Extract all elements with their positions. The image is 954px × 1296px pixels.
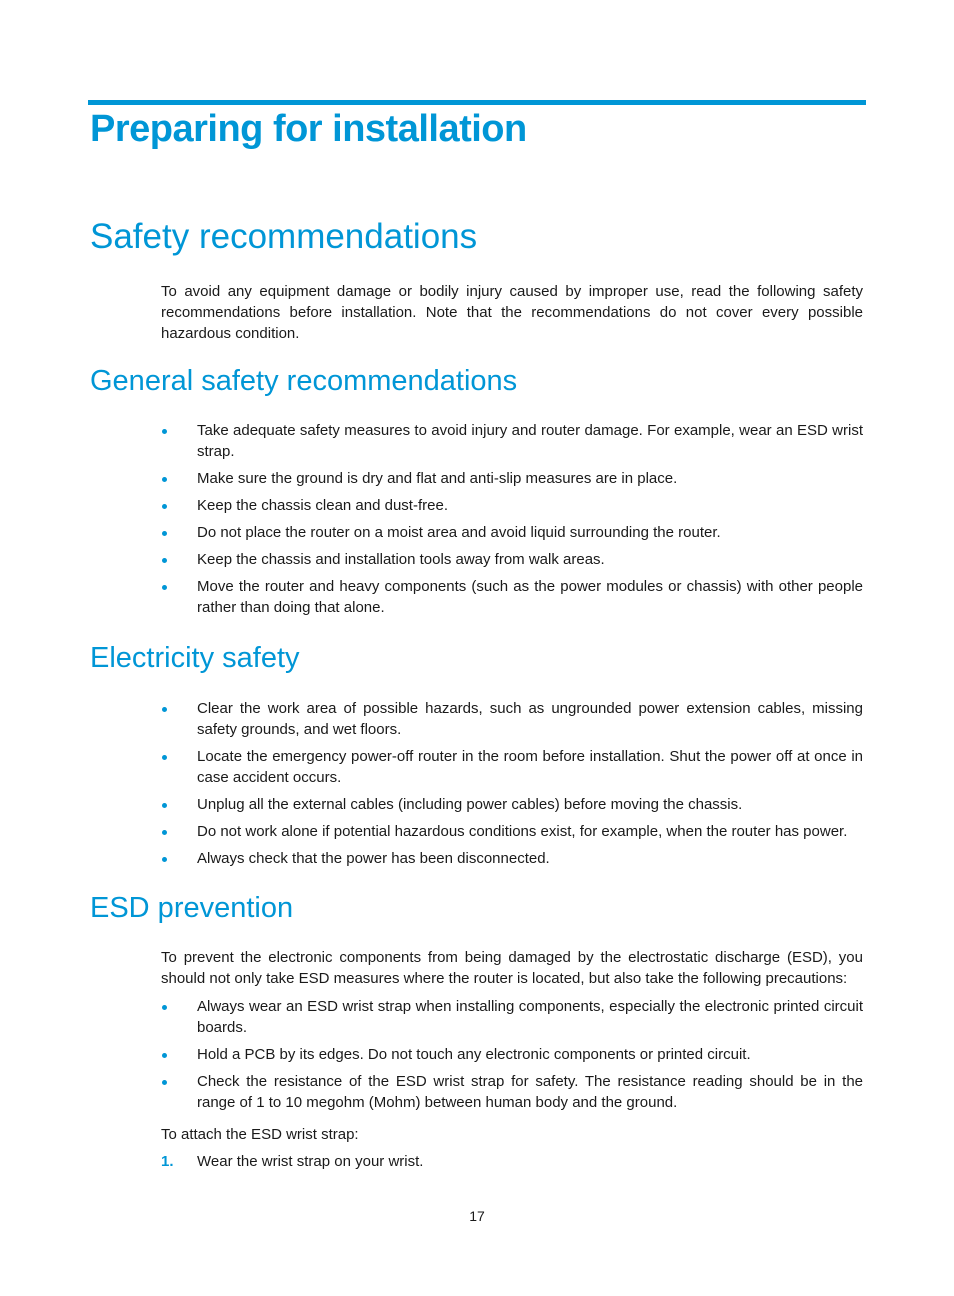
bullet-icon — [162, 585, 167, 590]
electricity-list — [161, 698, 863, 875]
chapter-title: Preparing for installation — [90, 108, 527, 150]
bullet-icon — [162, 830, 167, 835]
list-item — [161, 698, 863, 740]
safety-intro: To avoid any equipment damage or bodily injury caused by improper use, read the following safety recommendations before installation. Note that the recommendations do not cover every possible hazardous condition. — [161, 283, 863, 342]
list-item-text: Keep the chassis and installation tools away from walk areas. — [197, 551, 605, 568]
list-item-text: Do not place the router on a moist area and avoid liquid surrounding the router. — [197, 524, 721, 541]
bullet-icon — [162, 477, 167, 482]
list-item — [161, 420, 863, 462]
step-number: 1. — [161, 1153, 174, 1170]
attach-intro: To attach the ESD wrist strap: — [161, 1126, 359, 1143]
list-item — [161, 794, 863, 815]
bullet-icon — [162, 1005, 167, 1010]
list-item-text: Always check that the power has been disconnected. — [197, 850, 550, 867]
list-item-text: Make sure the ground is dry and flat and anti-slip measures are in place. — [197, 470, 678, 487]
list-item-text: Keep the chassis clean and dust-free. — [197, 497, 448, 514]
list-item — [161, 495, 863, 516]
list-item-text: Do not work alone if potential hazardous conditions exist, for example, when the router has power. — [197, 823, 848, 840]
list-item-text: Take adequate safety measures to avoid injury and router damage. For example, wear an ESD wrist strap. — [197, 422, 863, 460]
list-item-text: Unplug all the external cables (including power cables) before moving the chassis. — [197, 796, 743, 813]
chapter-rule — [88, 100, 866, 105]
list-item-text: Hold a PCB by its edges. Do not touch any electronic components or printed circuit. — [197, 1046, 751, 1063]
list-item-text: Move the router and heavy components (such as the power modules or chassis) with other people rather than doing that alone. — [197, 578, 863, 616]
list-item — [161, 522, 863, 543]
bullet-icon — [162, 504, 167, 509]
bullet-icon — [162, 1053, 167, 1058]
list-item-text: Check the resistance of the ESD wrist strap for safety. The resistance reading should be in the range of 1 to 10 megohm (Mohm) between human body and the ground. — [197, 1073, 863, 1111]
list-item — [161, 996, 863, 1038]
bullet-icon — [162, 707, 167, 712]
list-item — [161, 821, 863, 842]
section-heading-general: General safety recommendations — [90, 365, 518, 397]
list-item-text: Locate the emergency power-off router in the room before installation. Shut the power off at once in case accident occurs. — [197, 748, 863, 786]
page-number: 17 — [469, 1208, 485, 1224]
list-item — [161, 576, 863, 618]
section-heading-esd: ESD prevention — [90, 892, 294, 924]
bullet-icon — [162, 755, 167, 760]
list-item — [161, 1071, 863, 1113]
list-item-text: Always wear an ESD wrist strap when installing components, especially the electronic printed circuit boards. — [197, 998, 863, 1036]
section-heading-safety: Safety recommendations — [90, 217, 478, 256]
bullet-icon — [162, 531, 167, 536]
list-item — [161, 549, 863, 570]
bullet-icon — [162, 558, 167, 563]
esd-list — [161, 996, 863, 1119]
step-text: Wear the wrist strap on your wrist. — [197, 1153, 424, 1170]
bullet-icon — [162, 803, 167, 808]
list-item — [161, 746, 863, 788]
bullet-icon — [162, 857, 167, 862]
list-item-text: Clear the work area of possible hazards, such as ungrounded power extension cables, missing safety grounds, and wet floors. — [197, 700, 863, 738]
esd-intro: To prevent the electronic components from being damaged by the electrostatic discharge (ESD), you should not only take ESD measures where the router is located, but also take the following precautions: — [161, 949, 863, 987]
list-item — [161, 1044, 863, 1065]
list-item — [161, 468, 863, 489]
bullet-icon — [162, 1080, 167, 1085]
bullet-icon — [162, 429, 167, 434]
general-list — [161, 420, 863, 624]
section-heading-electricity: Electricity safety — [90, 642, 300, 674]
list-item — [161, 848, 863, 869]
